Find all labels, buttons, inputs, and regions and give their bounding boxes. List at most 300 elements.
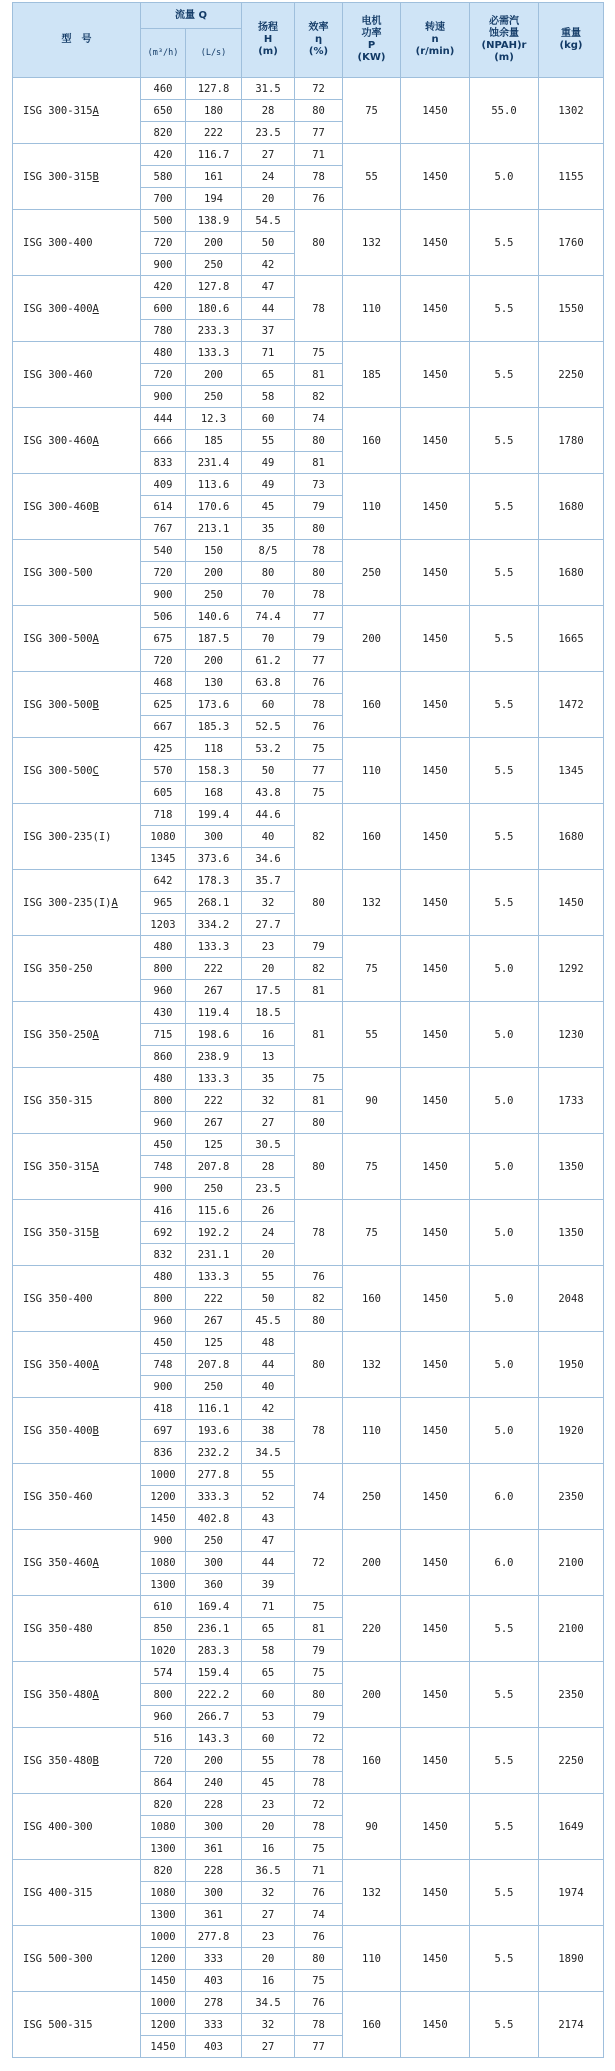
flow-ls-cell: 222 [186,1090,242,1112]
table-header [13,3,604,78]
speed-cell: 1450 [401,1002,470,1068]
header-power-line-3: P [367,40,376,51]
flow-ls-cell: 180.6 [186,298,242,320]
flow-m3h-cell: 720 [141,364,186,386]
efficiency-cell: 78 [295,1816,343,1838]
efficiency-cell: 76 [295,672,343,694]
efficiency-cell: 75 [295,1838,343,1860]
flow-ls-cell: 133.3 [186,1068,242,1090]
head-cell: 40 [242,1376,295,1398]
flow-m3h-cell: 1200 [141,2014,186,2036]
table-row [13,672,604,694]
flow-ls-cell: 300 [186,1882,242,1904]
flow-m3h-cell: 1450 [141,1970,186,1992]
power-cell: 160 [343,672,401,738]
power-cell: 75 [343,1134,401,1200]
header-weight-line-2: (kg) [559,40,583,51]
head-cell: 47 [242,1530,295,1552]
header-head-line-3: (m) [258,46,278,57]
model-name: ISG 350-315 [23,1226,93,1239]
head-cell: 28 [242,100,295,122]
head-cell: 44.6 [242,804,295,826]
header-head [242,3,295,78]
flow-m3h-cell: 540 [141,540,186,562]
table-body [13,78,604,2058]
model-name-suffix: A [92,632,99,645]
power-cell: 250 [343,1464,401,1530]
flow-m3h-cell: 900 [141,254,186,276]
weight-cell: 1292 [539,936,604,1002]
head-cell: 23.5 [242,1178,295,1200]
model-name: ISG 350-250 [23,1028,93,1041]
flow-m3h-cell: 820 [141,1794,186,1816]
flow-ls-cell: 118 [186,738,242,760]
model-name-cell [13,1398,141,1464]
head-cell: 35.7 [242,870,295,892]
table-row [13,1332,604,1354]
model-name-cell [13,474,141,540]
flow-m3h-cell: 625 [141,694,186,716]
head-cell: 20 [242,188,295,210]
model-name-suffix: B [92,1226,99,1239]
head-cell: 18.5 [242,1002,295,1024]
weight-cell: 1890 [539,1926,604,1992]
flow-ls-cell: 228 [186,1860,242,1882]
model-name-cell [13,804,141,870]
weight-cell: 2100 [539,1530,604,1596]
npsh-cell: 6.0 [470,1530,539,1596]
flow-ls-cell: 231.4 [186,452,242,474]
weight-cell: 1733 [539,1068,604,1134]
efficiency-cell: 75 [295,1662,343,1684]
table-row [13,276,604,298]
npsh-cell: 5.0 [470,936,539,1002]
flow-ls-cell: 150 [186,540,242,562]
table-row [13,540,604,562]
head-cell: 23.5 [242,122,295,144]
weight-cell: 1680 [539,540,604,606]
efficiency-cell: 76 [295,1992,343,2014]
speed-cell: 1450 [401,672,470,738]
model-name-suffix: A [92,1556,99,1569]
npsh-cell: 5.5 [470,606,539,672]
head-cell: 27 [242,2036,295,2058]
head-cell: 30.5 [242,1134,295,1156]
flow-m3h-cell: 418 [141,1398,186,1420]
table-row [13,408,604,430]
flow-m3h-cell: 420 [141,276,186,298]
efficiency-cell: 80 [295,870,343,936]
head-cell: 44 [242,1552,295,1574]
table-row [13,1728,604,1750]
model-name: ISG 300-235(I) [23,896,112,909]
flow-ls-cell: 373.6 [186,848,242,870]
efficiency-cell: 80 [295,210,343,276]
weight-cell: 1680 [539,474,604,540]
flow-m3h-cell: 1300 [141,1838,186,1860]
flow-m3h-cell: 900 [141,386,186,408]
flow-m3h-cell: 1000 [141,1464,186,1486]
model-name-cell [13,1068,141,1134]
model-name-suffix: C [92,764,99,777]
speed-cell: 1450 [401,804,470,870]
model-name-cell [13,1200,141,1266]
power-cell: 90 [343,1068,401,1134]
flow-m3h-cell: 480 [141,1266,186,1288]
speed-cell: 1450 [401,1596,470,1662]
head-cell: 54.5 [242,210,295,232]
header-power-line-1: 电机 [361,16,382,27]
flow-m3h-cell: 720 [141,650,186,672]
model-name: ISG 300-460 [23,368,93,381]
npsh-cell: 5.0 [470,1200,539,1266]
flow-ls-cell: 250 [186,1376,242,1398]
flow-ls-cell: 133.3 [186,1266,242,1288]
head-cell: 8/5 [242,540,295,562]
flow-ls-cell: 185 [186,430,242,452]
speed-cell: 1450 [401,1464,470,1530]
flow-ls-cell: 199.4 [186,804,242,826]
efficiency-cell: 81 [295,980,343,1002]
head-cell: 32 [242,1090,295,1112]
table-row [13,1794,604,1816]
efficiency-cell: 76 [295,188,343,210]
power-cell: 132 [343,870,401,936]
power-cell: 160 [343,408,401,474]
speed-cell: 1450 [401,1860,470,1926]
head-cell: 23 [242,936,295,958]
power-cell: 55 [343,1002,401,1068]
model-name: ISG 350-480 [23,1754,93,1767]
table-row [13,474,604,496]
flow-m3h-cell: 667 [141,716,186,738]
head-cell: 27 [242,1904,295,1926]
efficiency-cell: 80 [295,1684,343,1706]
model-name: ISG 300-460 [23,434,93,447]
model-name: ISG 300-500 [23,764,93,777]
header-npsh-line-1: 必需汽 [489,16,520,27]
table-row [13,1200,604,1222]
power-cell: 132 [343,210,401,276]
flow-m3h-cell: 1200 [141,1948,186,1970]
weight-cell: 1345 [539,738,604,804]
flow-ls-cell: 250 [186,386,242,408]
efficiency-cell: 75 [295,782,343,804]
flow-ls-cell: 300 [186,1552,242,1574]
speed-cell: 1450 [401,1398,470,1464]
flow-ls-cell: 333.3 [186,1486,242,1508]
power-cell: 220 [343,1596,401,1662]
flow-m3h-cell: 748 [141,1156,186,1178]
flow-ls-cell: 192.2 [186,1222,242,1244]
flow-m3h-cell: 900 [141,1178,186,1200]
table-row [13,144,604,166]
flow-ls-cell: 125 [186,1134,242,1156]
power-cell: 160 [343,1728,401,1794]
head-cell: 60 [242,408,295,430]
flow-m3h-cell: 468 [141,672,186,694]
flow-ls-cell: 402.8 [186,1508,242,1530]
head-cell: 26 [242,1200,295,1222]
speed-cell: 1450 [401,144,470,210]
efficiency-cell: 80 [295,1332,343,1398]
power-cell: 90 [343,1794,401,1860]
efficiency-cell: 81 [295,1090,343,1112]
flow-ls-cell: 268.1 [186,892,242,914]
flow-m3h-cell: 480 [141,1068,186,1090]
flow-ls-cell: 240 [186,1772,242,1794]
flow-ls-cell: 200 [186,650,242,672]
flow-m3h-cell: 715 [141,1024,186,1046]
weight-cell: 1780 [539,408,604,474]
flow-m3h-cell: 820 [141,122,186,144]
flow-ls-cell: 116.1 [186,1398,242,1420]
model-name-suffix: B [92,170,99,183]
efficiency-cell: 80 [295,518,343,540]
efficiency-cell: 80 [295,1134,343,1200]
model-name-cell [13,1530,141,1596]
efficiency-cell: 78 [295,584,343,606]
flow-ls-cell: 250 [186,584,242,606]
flow-ls-cell: 250 [186,254,242,276]
model-name: ISG 300-460 [23,500,93,513]
speed-cell: 1450 [401,1068,470,1134]
head-cell: 16 [242,1024,295,1046]
model-name-cell [13,1794,141,1860]
model-name: ISG 350-250 [23,962,93,975]
efficiency-cell: 77 [295,2036,343,2058]
flow-ls-cell: 169.4 [186,1596,242,1618]
weight-cell: 1665 [539,606,604,672]
model-name: ISG 350-480 [23,1622,93,1635]
header-npsh-line-3: (NPAH)r [481,40,527,51]
flow-ls-cell: 300 [186,826,242,848]
efficiency-cell: 76 [295,1266,343,1288]
flow-m3h-cell: 450 [141,1332,186,1354]
efficiency-cell: 72 [295,1728,343,1750]
efficiency-cell: 75 [295,342,343,364]
head-cell: 44 [242,298,295,320]
head-cell: 17.5 [242,980,295,1002]
model-name-cell [13,1332,141,1398]
flow-ls-cell: 250 [186,1530,242,1552]
flow-ls-cell: 277.8 [186,1464,242,1486]
power-cell: 160 [343,1266,401,1332]
head-cell: 24 [242,166,295,188]
head-cell: 49 [242,474,295,496]
flow-m3h-cell: 960 [141,1310,186,1332]
model-name: ISG 350-315 [23,1094,93,1107]
speed-cell: 1450 [401,276,470,342]
head-cell: 42 [242,1398,295,1420]
flow-ls-cell: 207.8 [186,1156,242,1178]
head-cell: 38 [242,1420,295,1442]
head-cell: 34.5 [242,1442,295,1464]
header-speed-line-3: (r/min) [415,46,455,57]
model-name-suffix: B [92,1754,99,1767]
flow-m3h-cell: 444 [141,408,186,430]
efficiency-cell: 81 [295,1618,343,1640]
table-row [13,1266,604,1288]
head-cell: 20 [242,1244,295,1266]
flow-m3h-cell: 692 [141,1222,186,1244]
flow-ls-cell: 238.9 [186,1046,242,1068]
head-cell: 55 [242,430,295,452]
weight-cell: 2048 [539,1266,604,1332]
model-name-cell [13,1926,141,1992]
flow-ls-cell: 213.1 [186,518,242,540]
head-cell: 58 [242,1640,295,1662]
model-name-cell [13,1728,141,1794]
flow-ls-cell: 173.6 [186,694,242,716]
flow-ls-cell: 127.8 [186,78,242,100]
flow-m3h-cell: 1200 [141,1486,186,1508]
power-cell: 110 [343,276,401,342]
speed-cell: 1450 [401,1200,470,1266]
model-name-cell [13,1992,141,2058]
weight-cell: 2100 [539,1596,604,1662]
weight-cell: 1920 [539,1398,604,1464]
flow-m3h-cell: 780 [141,320,186,342]
head-cell: 16 [242,1970,295,1992]
flow-ls-cell: 334.2 [186,914,242,936]
flow-ls-cell: 278 [186,1992,242,2014]
speed-cell: 1450 [401,1926,470,1992]
flow-m3h-cell: 800 [141,1090,186,1112]
model-name-cell [13,672,141,738]
model-name-cell [13,870,141,936]
head-cell: 43 [242,1508,295,1530]
speed-cell: 1450 [401,1992,470,2058]
model-name: ISG 350-460 [23,1490,93,1503]
weight-cell: 2350 [539,1464,604,1530]
head-cell: 16 [242,1838,295,1860]
model-name: ISG 300-500 [23,632,93,645]
model-name-cell [13,210,141,276]
header-eff-line-1: 效率 [308,22,329,33]
flow-m3h-cell: 960 [141,980,186,1002]
flow-m3h-cell: 430 [141,1002,186,1024]
model-name-cell [13,276,141,342]
head-cell: 61.2 [242,650,295,672]
flow-m3h-cell: 1345 [141,848,186,870]
flow-m3h-cell: 614 [141,496,186,518]
model-name: ISG 300-500 [23,698,93,711]
efficiency-cell: 72 [295,1794,343,1816]
flow-ls-cell: 133.3 [186,936,242,958]
flow-m3h-cell: 574 [141,1662,186,1684]
model-name-cell [13,1860,141,1926]
npsh-cell: 5.5 [470,1728,539,1794]
flow-m3h-cell: 900 [141,1530,186,1552]
flow-m3h-cell: 420 [141,144,186,166]
flow-ls-cell: 222.2 [186,1684,242,1706]
head-cell: 74.4 [242,606,295,628]
flow-ls-cell: 125 [186,1332,242,1354]
head-cell: 45 [242,1772,295,1794]
head-cell: 80 [242,562,295,584]
model-name-cell [13,1002,141,1068]
model-name: ISG 350-315 [23,1160,93,1173]
head-cell: 40 [242,826,295,848]
model-name: ISG 350-400 [23,1358,93,1371]
head-cell: 45.5 [242,1310,295,1332]
efficiency-cell: 80 [295,430,343,452]
head-cell: 31.5 [242,78,295,100]
efficiency-cell: 71 [295,1860,343,1882]
model-name-cell [13,1662,141,1728]
weight-cell: 1550 [539,276,604,342]
flow-ls-cell: 158.3 [186,760,242,782]
flow-ls-cell: 333 [186,1948,242,1970]
npsh-cell: 5.0 [470,144,539,210]
weight-cell: 1760 [539,210,604,276]
efficiency-cell: 81 [295,1002,343,1068]
flow-m3h-cell: 697 [141,1420,186,1442]
flow-ls-cell: 193.6 [186,1420,242,1442]
flow-ls-cell: 194 [186,188,242,210]
flow-m3h-cell: 900 [141,584,186,606]
efficiency-cell: 79 [295,936,343,958]
npsh-cell: 5.5 [470,1794,539,1860]
flow-m3h-cell: 720 [141,562,186,584]
flow-m3h-cell: 506 [141,606,186,628]
table-row [13,1134,604,1156]
flow-m3h-cell: 1300 [141,1904,186,1926]
flow-ls-cell: 361 [186,1838,242,1860]
weight-cell: 1302 [539,78,604,144]
flow-ls-cell: 119.4 [186,1002,242,1024]
head-cell: 34.6 [242,848,295,870]
npsh-cell: 5.0 [470,1134,539,1200]
flow-m3h-cell: 666 [141,430,186,452]
head-cell: 32 [242,2014,295,2036]
table-row [13,804,604,826]
flow-m3h-cell: 610 [141,1596,186,1618]
flow-ls-cell: 178.3 [186,870,242,892]
header-model: 型 号 [13,3,141,78]
weight-cell: 1350 [539,1200,604,1266]
power-cell: 75 [343,78,401,144]
efficiency-cell: 78 [295,694,343,716]
flow-m3h-cell: 500 [141,210,186,232]
power-cell: 110 [343,738,401,804]
head-cell: 55 [242,1750,295,1772]
npsh-cell: 5.5 [470,1926,539,1992]
flow-ls-cell: 222 [186,958,242,980]
efficiency-cell: 74 [295,1904,343,1926]
power-cell: 200 [343,1662,401,1728]
head-cell: 23 [242,1794,295,1816]
table-row [13,78,604,100]
head-cell: 71 [242,342,295,364]
flow-m3h-cell: 642 [141,870,186,892]
flow-ls-cell: 187.5 [186,628,242,650]
flow-m3h-cell: 1020 [141,1640,186,1662]
flow-ls-cell: 116.7 [186,144,242,166]
header-speed-line-2: n [431,34,439,45]
flow-m3h-cell: 1450 [141,2036,186,2058]
efficiency-cell: 76 [295,1926,343,1948]
head-cell: 20 [242,1816,295,1838]
flow-ls-cell: 266.7 [186,1706,242,1728]
efficiency-cell: 72 [295,78,343,100]
model-name-suffix: A [92,104,99,117]
head-cell: 53.2 [242,738,295,760]
model-name: ISG 500-300 [23,1952,93,1965]
flow-ls-cell: 140.6 [186,606,242,628]
model-name: ISG 300-235(I) [23,830,112,843]
